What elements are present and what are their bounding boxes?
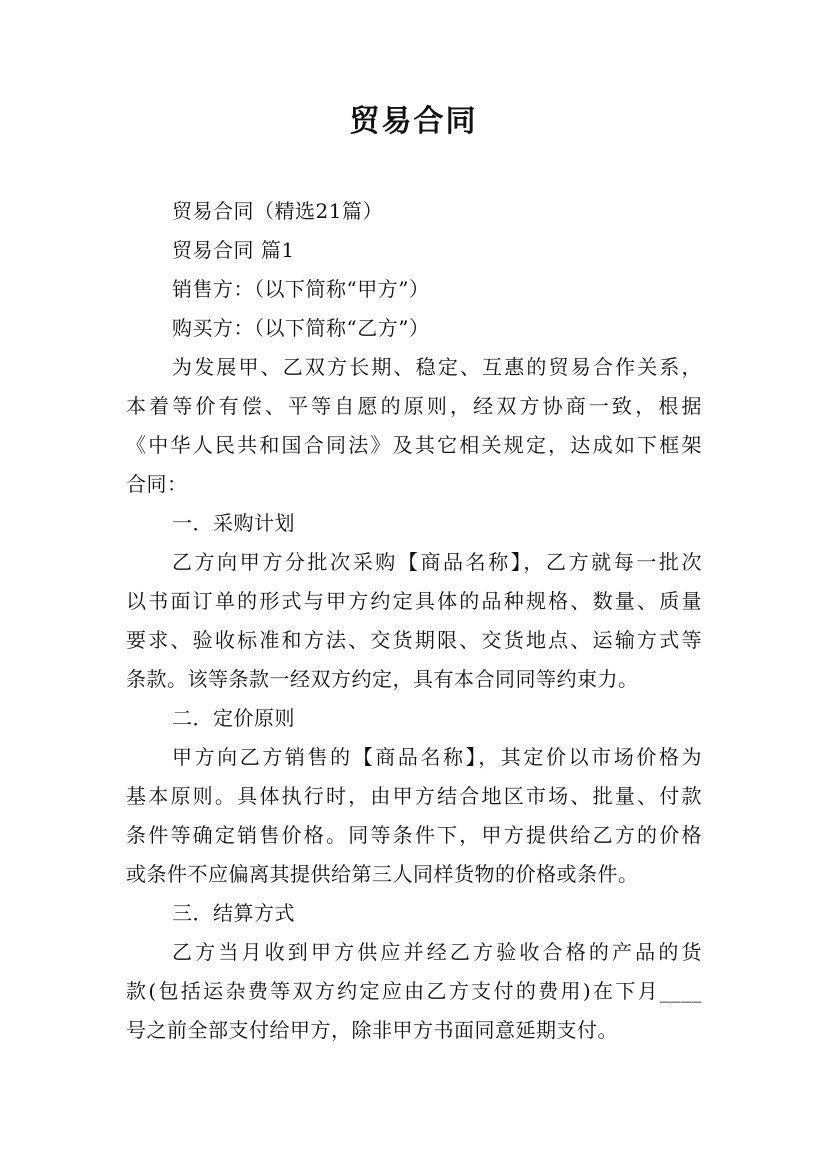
buyer-line: 购买方：（以下简称“乙方”） xyxy=(172,316,430,340)
clause-heading: 一．采购计划 xyxy=(172,511,295,535)
paragraph-line: 合同： xyxy=(126,472,188,496)
paragraph-line: 《中华人民共和国合同法》及其它相关规定，达成如下框架 xyxy=(126,433,702,457)
paragraph-line: 条款。该等条款一经双方约定，具有本合同同等约束力。 xyxy=(126,667,639,691)
paragraph-line: 为发展甲、乙双方长期、稳定、互惠的贸易合作关系， xyxy=(172,355,702,379)
paragraph-line: 要求、验收标准和方法、交货期限、交货地点、运输方式等 xyxy=(126,628,702,652)
paragraph-line: 或条件不应偏离其提供给第三人同样货物的价格或条件。 xyxy=(126,862,639,886)
clause-heading: 二．定价原则 xyxy=(172,706,295,730)
section-heading: 贸易合同 篇1 xyxy=(172,238,295,262)
paragraph-line: 基本原则。具体执行时，由甲方结合地区市场、批量、付款 xyxy=(126,784,702,808)
paragraph-line: 以书面订单的形式与甲方约定具体的品种规格、数量、质量 xyxy=(126,589,702,613)
paragraph-line: 本着等价有偿、平等自愿的原则，经双方协商一致，根据 xyxy=(126,394,702,418)
document-title: 贸易合同 xyxy=(349,104,478,139)
paragraph-line: 款(包括运杂费等双方约定应由乙方支付的费用)在下月____ xyxy=(126,979,702,1003)
document-body xyxy=(126,192,702,1050)
document-subtitle: 贸易合同（精选21篇） xyxy=(172,199,383,223)
paragraph-line: 条件等确定销售价格。同等条件下，甲方提供给乙方的价格 xyxy=(126,823,702,847)
clause-heading: 三．结算方式 xyxy=(172,901,295,925)
paragraph-line: 甲方向乙方销售的【商品名称】，其定价以市场价格为 xyxy=(172,745,702,769)
paragraph-line: 乙方当月收到甲方供应并经乙方验收合格的产品的货 xyxy=(172,940,702,964)
paragraph-line: 号之前全部支付给甲方，除非甲方书面同意延期支付。 xyxy=(126,1018,618,1042)
paragraph-line: 乙方向甲方分批次采购【商品名称】，乙方就每一批次 xyxy=(172,550,702,574)
seller-line: 销售方：（以下简称“甲方”） xyxy=(172,277,430,301)
